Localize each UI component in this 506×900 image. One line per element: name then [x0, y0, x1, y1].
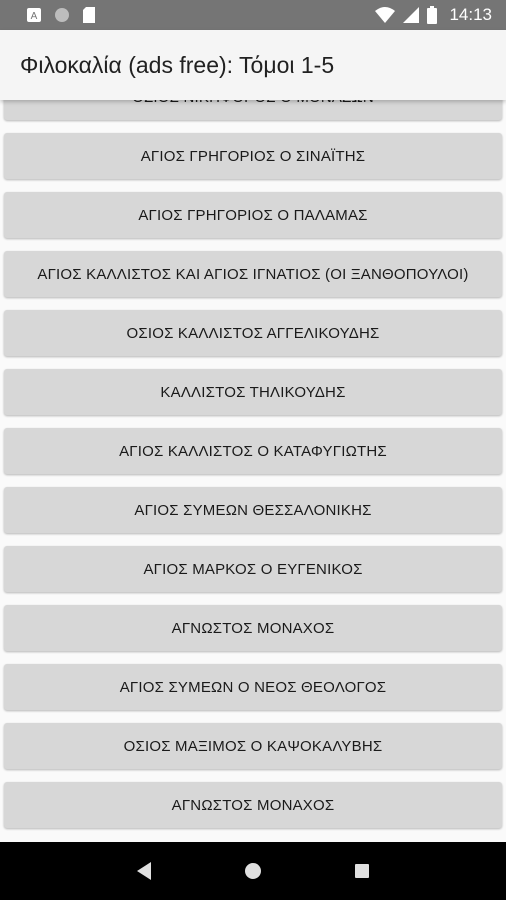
- author-list-inner: [0, 74, 506, 841]
- author-button[interactable]: ΑΓΝΩΣΤΟΣ ΜΟΝΑΧΟΣ: [4, 605, 502, 651]
- status-time: 14:13: [449, 5, 492, 24]
- author-list[interactable]: [0, 100, 506, 842]
- sd-card-icon: [82, 7, 96, 23]
- svg-text:A: A: [30, 11, 38, 22]
- circle-icon: [54, 7, 70, 23]
- navigation-bar: [0, 842, 506, 900]
- author-button[interactable]: ΑΓΙΟΣ ΓΡΗΓΟΡΙΟΣ Ο ΣΙΝΑΪΤΗΣ: [4, 133, 502, 179]
- author-button[interactable]: ΑΓΙΟΣ ΚΑΛΛΙΣΤΟΣ ΚΑΙ ΑΓΙΟΣ ΙΓΝΑΤΙΟΣ (ΟΙ ΞΑΝΘΟΠΟΥΛΟΙ): [4, 251, 502, 297]
- author-button[interactable]: ΑΓΝΩΣΤΟΣ ΜΟΝΑΧΟΣ: [4, 782, 502, 828]
- author-button[interactable]: ΚΑΛΛΙΣΤΟΣ ΤΗΛΙΚΟΥΔΗΣ: [4, 369, 502, 415]
- back-icon[interactable]: [124, 851, 164, 891]
- signal-icon: [403, 7, 419, 23]
- author-button[interactable]: ΟΣΙΟΣ ΚΑΛΛΙΣΤΟΣ ΑΓΓΕΛΙΚΟΥΔΗΣ: [4, 310, 502, 356]
- author-button[interactable]: ΑΓΙΟΣ ΚΑΛΛΙΣΤΟΣ Ο ΚΑΤΑΦΥΓΙΩΤΗΣ: [4, 428, 502, 474]
- author-button[interactable]: ΑΓΙΟΣ ΣΥΜΕΩΝ ΘΕΣΣΑΛΟΝΙΚΗΣ: [4, 487, 502, 533]
- battery-icon: [427, 6, 437, 24]
- recents-icon[interactable]: [342, 851, 382, 891]
- author-button[interactable]: ΟΣΙΟΣ ΜΑΞΙΜΟΣ Ο ΚΑΨΟΚΑΛΥΒΗΣ: [4, 723, 502, 769]
- author-button[interactable]: ΑΓΙΟΣ ΓΡΗΓΟΡΙΟΣ Ο ΠΑΛΑΜΑΣ: [4, 192, 502, 238]
- wifi-icon: [375, 7, 395, 23]
- status-bar: [0, 0, 506, 30]
- app-bar: [0, 30, 506, 100]
- page-title: Φιλοκαλία (ads free): Τόμοι 1-5: [20, 51, 335, 78]
- home-icon[interactable]: [233, 851, 273, 891]
- keyboard-a-icon: [26, 7, 42, 23]
- author-button[interactable]: ΑΓΙΟΣ ΣΥΜΕΩΝ Ο ΝΕΟΣ ΘΕΟΛΟΓΟΣ: [4, 664, 502, 710]
- author-button[interactable]: ΑΓΙΟΣ ΜΑΡΚΟΣ Ο ΕΥΓΕΝΙΚΟΣ: [4, 546, 502, 592]
